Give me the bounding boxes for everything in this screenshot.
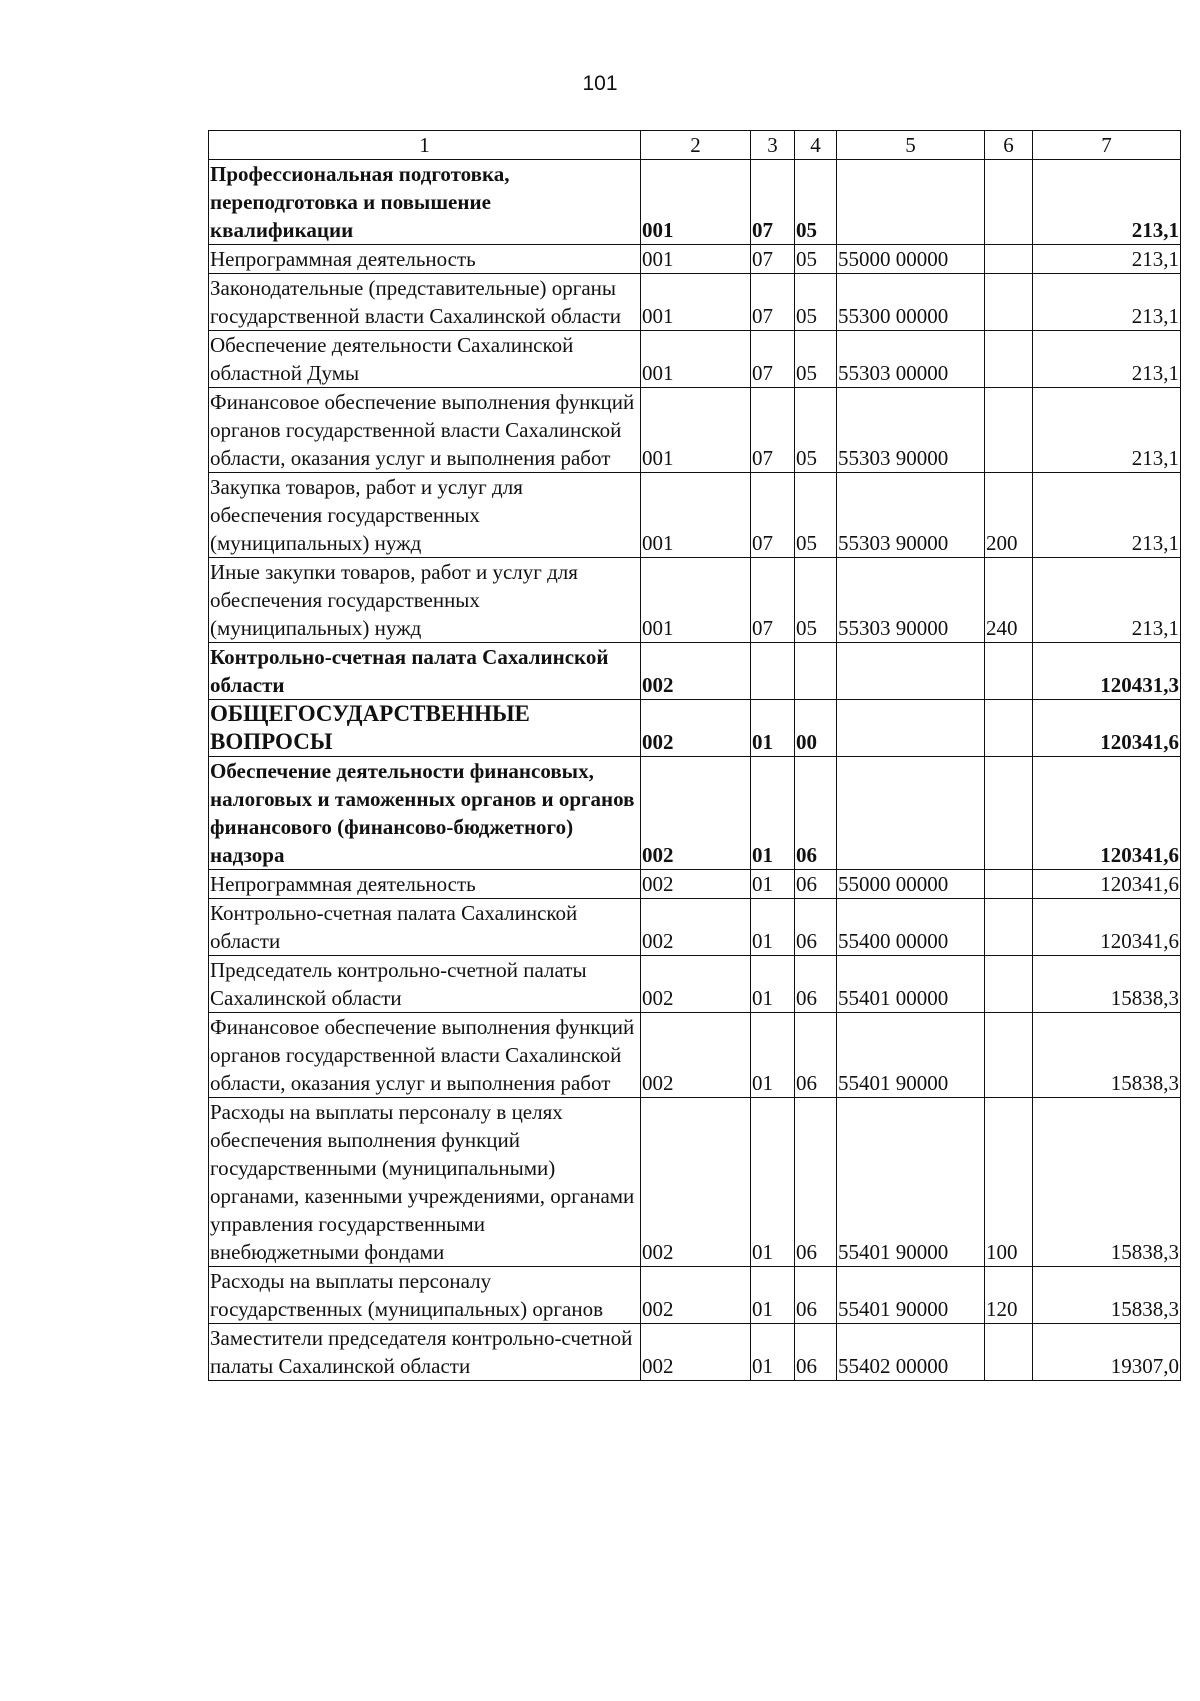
row-name-cell: Заместители председателя контрольно-счетной палаты Сахалинской области bbox=[209, 1324, 641, 1381]
section-code-cell: 07 bbox=[751, 160, 795, 245]
row-name-cell: Расходы на выплаты персоналу в целях обеспечения выполнения функций государственными (муниципальными) органами, казенными учреждениями, органами управления государственными внебюджетными фондами bbox=[209, 1098, 641, 1267]
row-name-cell: Законодательные (представительные) органы государственной власти Сахалинской области bbox=[209, 274, 641, 331]
expense-type-cell bbox=[985, 274, 1033, 331]
subsection-code-cell: 05 bbox=[795, 558, 837, 643]
section-code-cell: 01 bbox=[751, 1267, 795, 1324]
subsection-code-cell: 06 bbox=[795, 1013, 837, 1098]
subsection-code-cell: 06 bbox=[795, 956, 837, 1013]
table-row bbox=[209, 1267, 1181, 1324]
target-article-cell: 55000 00000 bbox=[837, 245, 985, 274]
table-row bbox=[209, 956, 1181, 1013]
row-name-cell: Финансовое обеспечение выполнения функций органов государственной власти Сахалинской области, оказания услуг и выполнения работ bbox=[209, 1013, 641, 1098]
gr-code-cell: 001 bbox=[641, 331, 751, 388]
subsection-code-cell: 06 bbox=[795, 1267, 837, 1324]
row-name-cell: Профессиональная подготовка, переподготовка и повышение квалификации bbox=[209, 160, 641, 245]
gr-code-cell: 001 bbox=[641, 274, 751, 331]
row-name-cell: ОБЩЕГОСУДАРСТВЕННЫЕ ВОПРОСЫ bbox=[209, 700, 641, 757]
page-number: 101 bbox=[582, 72, 618, 95]
row-name-cell: Иные закупки товаров, работ и услуг для обеспечения государственных (муниципальных) нужд bbox=[209, 558, 641, 643]
column-header: 5 bbox=[837, 131, 985, 160]
section-code-cell: 07 bbox=[751, 331, 795, 388]
column-header: 3 bbox=[751, 131, 795, 160]
section-code-cell: 01 bbox=[751, 870, 795, 899]
gr-code-cell: 002 bbox=[641, 643, 751, 700]
subsection-code-cell: 06 bbox=[795, 870, 837, 899]
table-row bbox=[209, 899, 1181, 956]
amount-cell: 213,1 bbox=[1033, 245, 1181, 274]
target-article-cell: 55401 90000 bbox=[837, 1098, 985, 1267]
table-row bbox=[209, 274, 1181, 331]
column-header: 1 bbox=[209, 131, 641, 160]
section-code-cell bbox=[751, 643, 795, 700]
gr-code-cell: 002 bbox=[641, 1013, 751, 1098]
target-article-cell: 55401 90000 bbox=[837, 1267, 985, 1324]
amount-cell: 15838,3 bbox=[1033, 1098, 1181, 1267]
expense-type-cell bbox=[985, 1013, 1033, 1098]
table-row bbox=[209, 160, 1181, 245]
row-name-cell: Непрограммная деятельность bbox=[209, 245, 641, 274]
expense-type-cell: 120 bbox=[985, 1267, 1033, 1324]
target-article-cell: 55401 00000 bbox=[837, 956, 985, 1013]
subsection-code-cell: 05 bbox=[795, 274, 837, 331]
target-article-cell: 55401 90000 bbox=[837, 1013, 985, 1098]
gr-code-cell: 001 bbox=[641, 160, 751, 245]
expense-type-cell bbox=[985, 870, 1033, 899]
column-header: 6 bbox=[985, 131, 1033, 160]
row-name-cell: Обеспечение деятельности Сахалинской областной Думы bbox=[209, 331, 641, 388]
expense-type-cell bbox=[985, 643, 1033, 700]
section-code-cell: 01 bbox=[751, 1013, 795, 1098]
table-row bbox=[209, 473, 1181, 558]
table-row bbox=[209, 1013, 1181, 1098]
target-article-cell: 55303 00000 bbox=[837, 331, 985, 388]
target-article-cell: 55303 90000 bbox=[837, 473, 985, 558]
subsection-code-cell: 05 bbox=[795, 388, 837, 473]
target-article-cell: 55303 90000 bbox=[837, 388, 985, 473]
subsection-code-cell: 06 bbox=[795, 757, 837, 870]
table-row bbox=[209, 757, 1181, 870]
amount-cell: 15838,3 bbox=[1033, 1267, 1181, 1324]
row-name-cell: Закупка товаров, работ и услуг для обеспечения государственных (муниципальных) нужд bbox=[209, 473, 641, 558]
amount-cell: 15838,3 bbox=[1033, 956, 1181, 1013]
target-article-cell: 55303 90000 bbox=[837, 558, 985, 643]
expense-type-cell bbox=[985, 700, 1033, 757]
expense-type-cell: 240 bbox=[985, 558, 1033, 643]
section-code-cell: 01 bbox=[751, 700, 795, 757]
target-article-cell bbox=[837, 643, 985, 700]
expense-type-cell bbox=[985, 899, 1033, 956]
expense-type-cell bbox=[985, 160, 1033, 245]
target-article-cell bbox=[837, 700, 985, 757]
amount-cell: 120431,3 bbox=[1033, 643, 1181, 700]
section-code-cell: 07 bbox=[751, 274, 795, 331]
gr-code-cell: 002 bbox=[641, 757, 751, 870]
target-article-cell: 55000 00000 bbox=[837, 870, 985, 899]
budget-table bbox=[208, 130, 1181, 1381]
gr-code-cell: 001 bbox=[641, 388, 751, 473]
target-article-cell: 55402 00000 bbox=[837, 1324, 985, 1381]
expense-type-cell bbox=[985, 956, 1033, 1013]
column-header: 4 bbox=[795, 131, 837, 160]
section-code-cell: 07 bbox=[751, 388, 795, 473]
gr-code-cell: 002 bbox=[641, 700, 751, 757]
target-article-cell bbox=[837, 757, 985, 870]
subsection-code-cell: 05 bbox=[795, 245, 837, 274]
gr-code-cell: 001 bbox=[641, 473, 751, 558]
gr-code-cell: 002 bbox=[641, 899, 751, 956]
amount-cell: 15838,3 bbox=[1033, 1013, 1181, 1098]
section-code-cell: 01 bbox=[751, 757, 795, 870]
amount-cell: 213,1 bbox=[1033, 274, 1181, 331]
table-row bbox=[209, 700, 1181, 757]
subsection-code-cell: 05 bbox=[795, 160, 837, 245]
subsection-code-cell: 06 bbox=[795, 1098, 837, 1267]
target-article-cell: 55300 00000 bbox=[837, 274, 985, 331]
subsection-code-cell bbox=[795, 643, 837, 700]
row-name-cell: Непрограммная деятельность bbox=[209, 870, 641, 899]
row-name-cell: Председатель контрольно-счетной палаты Сахалинской области bbox=[209, 956, 641, 1013]
expense-type-cell bbox=[985, 245, 1033, 274]
amount-cell: 120341,6 bbox=[1033, 870, 1181, 899]
gr-code-cell: 002 bbox=[641, 956, 751, 1013]
subsection-code-cell: 05 bbox=[795, 331, 837, 388]
table-row bbox=[209, 1098, 1181, 1267]
row-name-cell: Финансовое обеспечение выполнения функций органов государственной власти Сахалинской области, оказания услуг и выполнения работ bbox=[209, 388, 641, 473]
section-code-cell: 07 bbox=[751, 558, 795, 643]
subsection-code-cell: 00 bbox=[795, 700, 837, 757]
section-code-cell: 01 bbox=[751, 1324, 795, 1381]
subsection-code-cell: 06 bbox=[795, 899, 837, 956]
target-article-cell bbox=[837, 160, 985, 245]
column-header: 7 bbox=[1033, 131, 1181, 160]
gr-code-cell: 001 bbox=[641, 245, 751, 274]
expense-type-cell: 100 bbox=[985, 1098, 1033, 1267]
amount-cell: 213,1 bbox=[1033, 160, 1181, 245]
table-row bbox=[209, 245, 1181, 274]
gr-code-cell: 002 bbox=[641, 1324, 751, 1381]
table-row bbox=[209, 1324, 1181, 1381]
gr-code-cell: 002 bbox=[641, 1267, 751, 1324]
section-code-cell: 07 bbox=[751, 473, 795, 558]
row-name-cell: Контрольно-счетная палата Сахалинской области bbox=[209, 899, 641, 956]
row-name-cell: Обеспечение деятельности финансовых, налоговых и таможенных органов и органов финансового (финансово-бюджетного) надзора bbox=[209, 757, 641, 870]
expense-type-cell: 200 bbox=[985, 473, 1033, 558]
amount-cell: 213,1 bbox=[1033, 558, 1181, 643]
subsection-code-cell: 05 bbox=[795, 473, 837, 558]
amount-cell: 213,1 bbox=[1033, 388, 1181, 473]
gr-code-cell: 002 bbox=[641, 870, 751, 899]
target-article-cell: 55400 00000 bbox=[837, 899, 985, 956]
expense-type-cell bbox=[985, 331, 1033, 388]
expense-type-cell bbox=[985, 388, 1033, 473]
expense-type-cell bbox=[985, 757, 1033, 870]
subsection-code-cell: 06 bbox=[795, 1324, 837, 1381]
gr-code-cell: 001 bbox=[641, 558, 751, 643]
amount-cell: 120341,6 bbox=[1033, 757, 1181, 870]
table-row bbox=[209, 870, 1181, 899]
table-row bbox=[209, 558, 1181, 643]
amount-cell: 120341,6 bbox=[1033, 700, 1181, 757]
section-code-cell: 01 bbox=[751, 956, 795, 1013]
section-code-cell: 01 bbox=[751, 1098, 795, 1267]
amount-cell: 213,1 bbox=[1033, 473, 1181, 558]
gr-code-cell: 002 bbox=[641, 1098, 751, 1267]
column-header: 2 bbox=[641, 131, 751, 160]
table-row bbox=[209, 331, 1181, 388]
row-name-cell: Расходы на выплаты персоналу государственных (муниципальных) органов bbox=[209, 1267, 641, 1324]
amount-cell: 19307,0 bbox=[1033, 1324, 1181, 1381]
amount-cell: 120341,6 bbox=[1033, 899, 1181, 956]
section-code-cell: 01 bbox=[751, 899, 795, 956]
section-code-cell: 07 bbox=[751, 245, 795, 274]
expense-type-cell bbox=[985, 1324, 1033, 1381]
amount-cell: 213,1 bbox=[1033, 331, 1181, 388]
table-row bbox=[209, 388, 1181, 473]
header-row bbox=[209, 131, 1181, 160]
table-row bbox=[209, 643, 1181, 700]
row-name-cell: Контрольно-счетная палата Сахалинской области bbox=[209, 643, 641, 700]
